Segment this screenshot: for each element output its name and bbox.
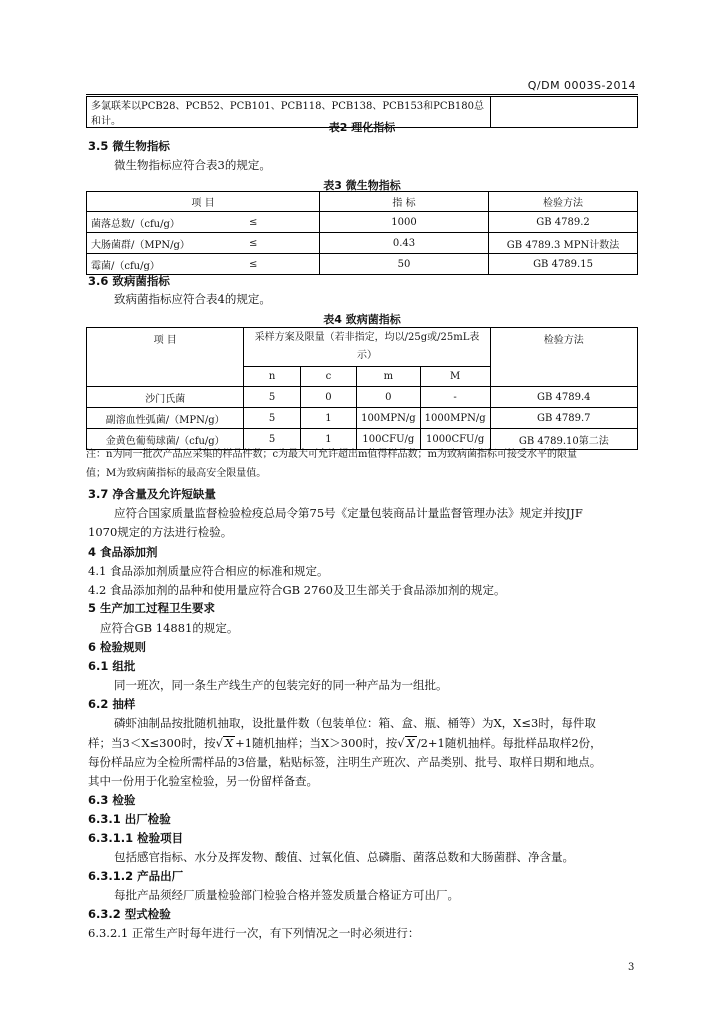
s6-2-body2-b: +1随机抽样；当X＞300时，按 — [235, 736, 398, 750]
sqrt-formula-2: √ X — [397, 736, 415, 750]
header-rule — [86, 94, 638, 95]
s6-3-1-2-body: 每批产品须经厂质量检验部门检验合格并签发质量合格证方可出厂。 — [114, 888, 459, 902]
s3-5-heading: 3.5 微生物指标 — [88, 139, 170, 153]
table4-n: 5 — [244, 408, 300, 429]
table4-item: 沙门氏菌 — [87, 387, 244, 408]
top-table-text: 多氯联苯以PCB28、PCB52、PCB101、PCB118、PCB138、PCB153和PCB180总和计。 — [87, 97, 491, 128]
table4-note-line1: 注：n为同一批次产品应采集的样品件数；c为最大可允许超出m值得样品数；m为致病菌指标可接受水平的限量 — [86, 449, 578, 460]
table3-item: 大肠菌群/（MPN/g） — [87, 233, 246, 254]
table4-c: 1 — [300, 408, 356, 429]
s4-1-line: 4.1 食品添加剂质量应符合相应的标准和规定。 — [88, 564, 329, 578]
sqrt-radicand: X — [224, 736, 234, 750]
table3-value: 0.43 — [320, 233, 489, 254]
table3-op: ≤ — [245, 254, 320, 275]
table3-header-item: 项 目 — [87, 192, 320, 212]
table3-method: GB 4789.15 — [489, 254, 638, 275]
table3-item: 菌落总数/（cfu/g） — [87, 212, 246, 233]
table-row — [87, 408, 638, 429]
table3-value: 1000 — [320, 212, 489, 233]
s4-heading: 4 食品添加剂 — [88, 545, 158, 559]
s6-heading: 6 检验规则 — [88, 640, 147, 654]
s3-7-body2: 1070规定的方法进行检验。 — [88, 525, 233, 539]
s6-2-body2-c: /2+1随机抽样。每批样品取样2份， — [416, 736, 602, 750]
table4-n: 5 — [244, 387, 300, 408]
table4-M: - — [420, 387, 490, 408]
s6-1-body: 同一班次，同一条生产线生产的包装完好的同一种产品为一组批。 — [114, 678, 448, 692]
table4-c: 0 — [300, 387, 356, 408]
s6-3-1-1-body: 包括感官指标、水分及挥发物、酸值、过氧化值、总磷脂、菌落总数和大肠菌群、净含量。 — [114, 850, 574, 864]
table-row — [87, 233, 638, 254]
table4-item: 金黄色葡萄球菌/（cfu/g） — [87, 429, 244, 450]
table4-M: 1000CFU/g — [420, 429, 490, 450]
s6-3-2-1-line: 6.3.2.1 正常生产时每年进行一次，有下列情况之一时必须进行： — [88, 926, 420, 940]
table3-method: GB 4789.3 MPN计数法 — [489, 233, 638, 254]
table4-note-line2: 值；M为致病菌指标的最高安全限量值。 — [86, 468, 267, 479]
s6-2-body1: 磷虾油制品按批随机抽取，设批量件数（包装单位：箱、盒、瓶、桶等）为X，X≤3时，每件取 — [114, 716, 596, 730]
table-row — [87, 212, 638, 233]
table4-n: 5 — [244, 429, 300, 450]
s3-7-body1: 应符合国家质量监督检验检疫总局令第75号《定量包装商品计量监督管理办法》规定并按JJF — [114, 506, 583, 520]
table4-method: GB 4789.7 — [490, 408, 637, 429]
table4 — [86, 327, 638, 450]
table2-caption: 表2 理化指标 — [328, 121, 396, 134]
table3-value: 50 — [320, 254, 489, 275]
s6-3-2-heading: 6.3.2 型式检验 — [88, 907, 171, 921]
table4-M: 1000MPN/g — [420, 408, 490, 429]
doc-code: Q/DM 0003S-2014 — [527, 79, 636, 92]
table4-header-method: 检验方法 — [490, 328, 637, 387]
s6-2-body4: 其中一份用于化验室检验，另一份留样备查。 — [88, 774, 318, 788]
table4-c: 1 — [300, 429, 356, 450]
table4-header-plan: 采样方案及限量（若非指定，均以/25g或/25mL表示） — [244, 328, 490, 367]
s6-2-heading: 6.2 抽样 — [88, 697, 136, 711]
table4-m: 100CFU/g — [357, 429, 421, 450]
table3-header-value: 指 标 — [320, 192, 489, 212]
table3-item: 霉菌/（cfu/g） — [87, 254, 246, 275]
s3-7-heading: 3.7 净含量及允许短缺量 — [88, 487, 216, 501]
table4-sub-m: m — [357, 367, 421, 387]
s6-2-body2 — [88, 735, 602, 751]
table3-op: ≤ — [245, 233, 320, 254]
s6-3-1-1-heading: 6.3.1.1 检验项目 — [88, 831, 184, 845]
page-number: 3 — [628, 962, 635, 973]
table4-method: GB 4789.10第二法 — [490, 429, 637, 450]
table4-caption: 表4 致病菌指标 — [323, 313, 401, 326]
table3-caption: 表3 微生物指标 — [323, 179, 401, 192]
sqrt-radicand-2: X — [406, 736, 415, 750]
table4-method: GB 4789.4 — [490, 387, 637, 408]
s6-3-1-heading: 6.3.1 出厂检验 — [88, 812, 171, 826]
s4-2-line: 4.2 食品添加剂的品种和使用量应符合GB 2760及卫生部关于食品添加剂的规定。 — [88, 583, 506, 597]
s6-1-heading: 6.1 组批 — [88, 659, 136, 673]
table4-sub-n: n — [244, 367, 300, 387]
s5-body: 应符合GB 14881的规定。 — [100, 621, 239, 635]
s3-6-body: 致病菌指标应符合表4的规定。 — [114, 292, 271, 306]
table4-note — [86, 445, 638, 483]
table4-item: 副溶血性弧菌/（MPN/g） — [87, 408, 244, 429]
s6-2-body3: 每份样品应为全检所需样品的3倍量，粘贴标签，注明生产班次、产品类别、批号、取样日期和地点。 — [88, 755, 602, 769]
table4-m: 0 — [357, 387, 421, 408]
s6-3-1-2-heading: 6.3.1.2 产品出厂 — [88, 869, 184, 883]
table3 — [86, 191, 638, 275]
table-row — [87, 254, 638, 275]
table-row — [87, 387, 638, 408]
s5-heading: 5 生产加工过程卫生要求 — [88, 601, 216, 615]
table4-sub-c: c — [300, 367, 356, 387]
sqrt-formula: √ X — [215, 736, 234, 750]
s6-3-heading: 6.3 检验 — [88, 793, 136, 807]
table4-header-item: 项 目 — [87, 328, 244, 387]
s6-2-body2-a: 样；当3＜X≤300时，按 — [88, 736, 216, 750]
s3-6-heading: 3.6 致病菌指标 — [88, 274, 170, 288]
table3-op: ≤ — [245, 212, 320, 233]
table3-method: GB 4789.2 — [489, 212, 638, 233]
table3-header-method: 检验方法 — [489, 192, 638, 212]
table4-m: 100MPN/g — [357, 408, 421, 429]
table4-sub-M: M — [420, 367, 490, 387]
s3-5-body: 微生物指标应符合表3的规定。 — [114, 158, 271, 172]
